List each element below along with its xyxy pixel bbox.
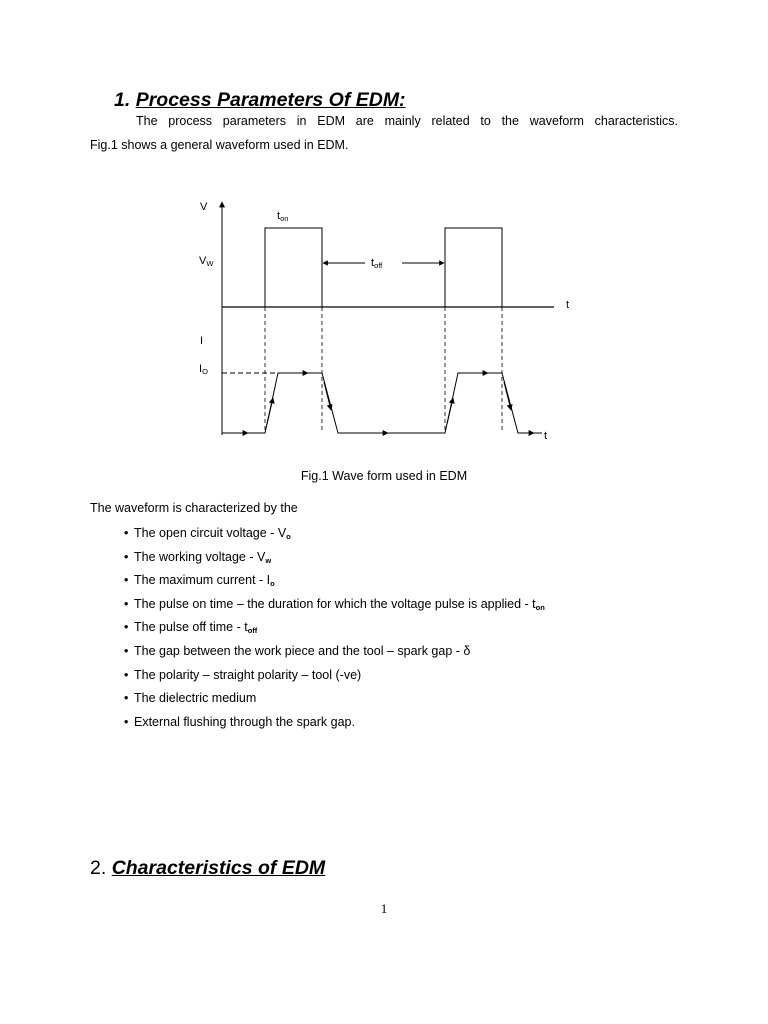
figure-caption: Fig.1 Wave form used in EDM xyxy=(300,469,468,483)
waveform-characteristics-list xyxy=(124,522,545,734)
bullet-glyph: • xyxy=(124,691,129,706)
current-waveform xyxy=(222,373,542,433)
list-item-subscript: o xyxy=(270,579,275,589)
t-axis-label-top: t xyxy=(566,299,570,311)
waveform-lead: The waveform is characterized by the xyxy=(90,501,298,515)
list-item-text: The open circuit voltage - V xyxy=(134,526,287,540)
bullet-glyph: • xyxy=(124,596,129,611)
t-axis-label-bottom: t xyxy=(544,430,548,442)
waveform-figure xyxy=(190,190,580,450)
list-item xyxy=(124,640,545,664)
section-1-title: Process Parameters Of EDM: xyxy=(135,89,406,111)
pulse-edge-guides xyxy=(265,307,502,433)
ton-label: ton xyxy=(277,210,289,223)
list-item xyxy=(124,616,545,640)
voltage-pulse-2 xyxy=(445,228,502,307)
list-item xyxy=(124,569,545,593)
toff-label: toff xyxy=(371,257,383,270)
vw-label: VW xyxy=(199,255,214,268)
section-2-number: 2. xyxy=(90,857,107,879)
list-item-text: The working voltage - V xyxy=(134,549,266,564)
page-number: 1 xyxy=(380,901,388,916)
section-2-title: Characteristics of EDM xyxy=(111,857,326,879)
list-item xyxy=(124,546,545,570)
list-item-text: The dielectric medium xyxy=(134,691,257,706)
list-item xyxy=(124,687,545,711)
bullet-glyph: • xyxy=(124,573,129,588)
bullet-glyph: • xyxy=(124,549,129,564)
voltage-pulse-1 xyxy=(265,228,322,307)
list-item-text: The maximum current - I xyxy=(134,573,271,588)
list-item xyxy=(124,711,545,735)
intro-line-2: Fig.1 shows a general waveform used in EDM. xyxy=(90,138,349,152)
bullet-glyph: • xyxy=(124,714,129,729)
intro-line-1: The process parameters in EDM are mainly related to the waveform characteristics. xyxy=(136,114,678,128)
section-1-heading xyxy=(114,89,406,112)
section-1-number: 1. xyxy=(114,89,131,111)
list-item-subscript: w xyxy=(265,555,272,565)
list-item-text: The pulse off time - t xyxy=(134,620,248,635)
list-item-subscript: on xyxy=(535,602,545,612)
v-axis-label: V xyxy=(200,201,208,213)
list-item xyxy=(124,593,545,617)
list-item-subscript: o xyxy=(286,532,291,541)
list-item-text: The gap between the work piece and the tool – spark gap - δ xyxy=(134,643,471,658)
bullet-glyph: • xyxy=(124,526,129,540)
list-item xyxy=(124,664,545,688)
bullet-glyph: • xyxy=(124,643,129,658)
i-axis-label: I xyxy=(200,335,204,347)
bullet-glyph: • xyxy=(124,620,129,635)
bullet-glyph: • xyxy=(124,667,129,682)
list-item-subscript: off xyxy=(247,626,258,636)
list-item-text: External flushing through the spark gap. xyxy=(134,714,355,729)
list-item xyxy=(124,522,545,546)
io-label: IO xyxy=(199,363,208,376)
list-item-text: The pulse on time – the duration for which the voltage pulse is applied - t xyxy=(134,596,536,611)
section-2-heading xyxy=(90,857,325,880)
list-item-text: The polarity – straight polarity – tool (-ve) xyxy=(134,667,362,682)
